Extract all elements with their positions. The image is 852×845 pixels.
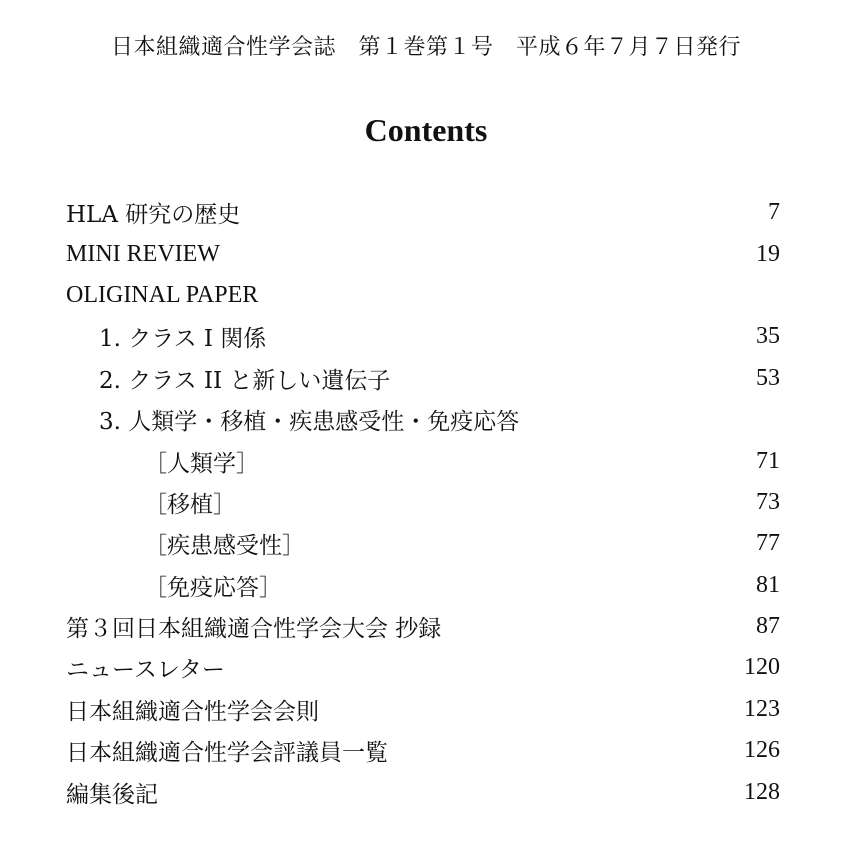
toc-entry-label: 編集後記 bbox=[66, 781, 158, 808]
toc-entry-immune-response bbox=[66, 565, 780, 606]
toc-entry-label: 日本組織適合性学会評議員一覧 bbox=[66, 740, 388, 767]
toc-entry-label: 2. クラス II と新しい遺伝子 bbox=[99, 367, 391, 394]
toc-entry-label: ［人類学］ bbox=[144, 450, 259, 477]
toc-entry-label: ［疾患感受性］ bbox=[144, 533, 305, 560]
toc-entry-page: 7 bbox=[768, 199, 780, 226]
toc-entry-label: OLIGINAL PAPER bbox=[66, 281, 259, 308]
toc-entry-label: 第３回日本組織適合性学会大会 抄録 bbox=[66, 616, 442, 643]
table-of-contents bbox=[66, 192, 780, 813]
toc-entry-page: 19 bbox=[756, 240, 780, 267]
toc-entry-label: ［移植］ bbox=[144, 491, 236, 518]
toc-entry-page: 120 bbox=[744, 654, 780, 681]
toc-entry-class-1 bbox=[66, 316, 780, 357]
toc-entry-label: 日本組織適合性学会会則 bbox=[66, 698, 319, 725]
page-title: Contents bbox=[364, 112, 488, 148]
toc-entry-label: ［免疫応答］ bbox=[144, 574, 282, 601]
toc-entry-anthropology bbox=[66, 440, 780, 481]
toc-entry-page: 73 bbox=[756, 488, 780, 515]
toc-entry-class-2 bbox=[66, 358, 780, 399]
toc-entry-page: 35 bbox=[756, 323, 780, 350]
toc-entry-label: 3. 人類学・移植・疾患感受性・免疫応答 bbox=[99, 409, 520, 436]
toc-entry-original-paper bbox=[66, 275, 780, 316]
toc-entry-bylaws bbox=[66, 689, 780, 730]
toc-entry-page: 53 bbox=[756, 364, 780, 391]
toc-entry-label: 1. クラス I 関係 bbox=[99, 326, 267, 353]
toc-entry-label: HLA 研究の歴史 bbox=[66, 202, 241, 229]
toc-entry-page: 123 bbox=[744, 695, 780, 722]
journal-header: 日本組織適合性学会誌 第１巻第１号 平成６年７月７日発行 bbox=[110, 35, 741, 60]
toc-entry-page: 81 bbox=[756, 571, 780, 598]
toc-entry-label: ニュースレター bbox=[66, 657, 225, 684]
toc-entry-councilors bbox=[66, 730, 780, 771]
toc-entry-anthropology-section bbox=[66, 399, 780, 440]
toc-entry-page: 87 bbox=[756, 613, 780, 640]
toc-entry-label: MINI REVIEW bbox=[66, 240, 220, 267]
toc-entry-page: 71 bbox=[756, 447, 780, 474]
toc-entry-hla-history bbox=[66, 192, 780, 233]
toc-entry-editorial-postscript bbox=[66, 771, 780, 812]
toc-entry-disease-susceptibility bbox=[66, 523, 780, 564]
toc-entry-mini-review bbox=[66, 233, 780, 274]
toc-entry-abstracts bbox=[66, 606, 780, 647]
toc-entry-transplant bbox=[66, 482, 780, 523]
toc-entry-page: 77 bbox=[756, 530, 780, 557]
toc-entry-page: 126 bbox=[744, 737, 780, 764]
toc-entry-page: 128 bbox=[744, 778, 780, 805]
toc-entry-newsletter bbox=[66, 647, 780, 688]
